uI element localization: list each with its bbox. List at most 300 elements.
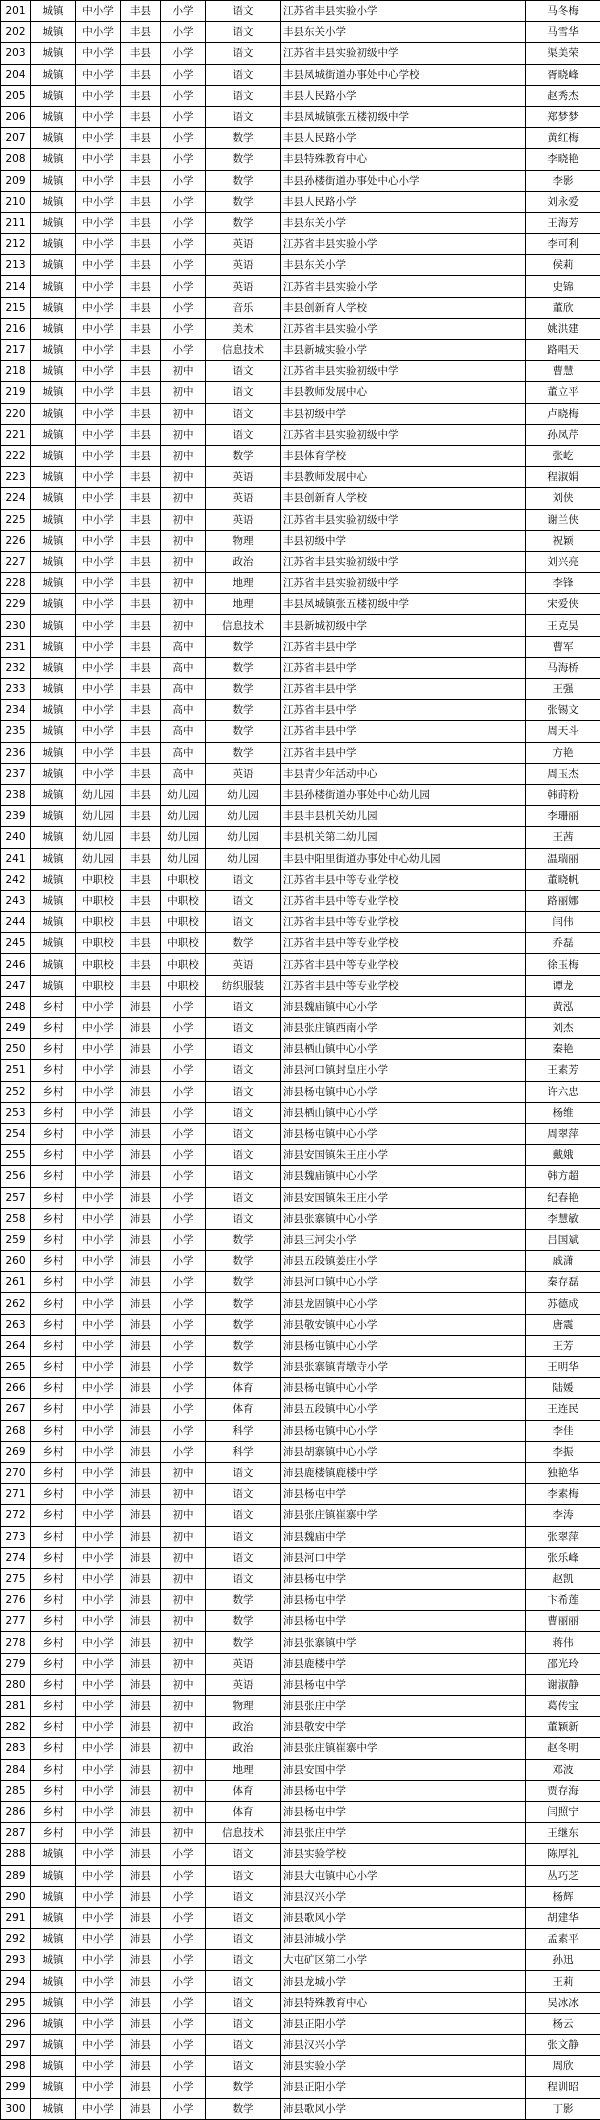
row-number-cell: 282	[1, 1717, 31, 1738]
school-level-category-cell: 中小学	[76, 1123, 121, 1144]
county-cell: 沛县	[121, 2056, 161, 2077]
region-type-cell: 乡村	[31, 1293, 76, 1314]
school-level-category-cell: 中小学	[76, 1632, 121, 1653]
teacher-name-cell: 温瑞丽	[526, 848, 600, 869]
teacher-name-cell: 戚潇	[526, 1251, 600, 1272]
school-name-cell: 江苏省丰县中学	[281, 721, 526, 742]
row-number-cell: 293	[1, 1950, 31, 1971]
teacher-name-cell: 张屹	[526, 445, 600, 466]
school-stage-cell: 初中	[161, 1568, 206, 1589]
county-cell: 丰县	[121, 742, 161, 763]
row-number-cell: 280	[1, 1674, 31, 1695]
school-stage-cell: 初中	[161, 551, 206, 572]
row-number-cell: 275	[1, 1568, 31, 1589]
subject-cell: 数学	[206, 149, 281, 170]
school-name-cell: 沛县张庄中学	[281, 1696, 526, 1717]
row-number-cell: 224	[1, 488, 31, 509]
school-name-cell: 江苏省丰县实验初级中学	[281, 361, 526, 382]
teacher-name-cell: 方艳	[526, 742, 600, 763]
region-type-cell: 城镇	[31, 2098, 76, 2119]
subject-cell: 数学	[206, 721, 281, 742]
county-cell: 丰县	[121, 403, 161, 424]
row-number-cell: 242	[1, 869, 31, 890]
table-row	[1, 1293, 600, 1314]
subject-cell: 语文	[206, 1844, 281, 1865]
school-level-category-cell: 中小学	[76, 1251, 121, 1272]
school-stage-cell: 小学	[161, 170, 206, 191]
school-name-cell: 沛县正阳小学	[281, 2013, 526, 2034]
teacher-name-cell: 谢兰侠	[526, 509, 600, 530]
subject-cell: 英语	[206, 1653, 281, 1674]
subject-cell: 语文	[206, 1865, 281, 1886]
county-cell: 沛县	[121, 1378, 161, 1399]
school-level-category-cell: 中小学	[76, 1780, 121, 1801]
region-type-cell: 乡村	[31, 1420, 76, 1441]
region-type-cell: 乡村	[31, 1547, 76, 1568]
region-type-cell: 乡村	[31, 1759, 76, 1780]
school-level-category-cell: 中小学	[76, 1674, 121, 1695]
teacher-name-cell: 刘永爱	[526, 191, 600, 212]
teacher-name-cell: 李可利	[526, 234, 600, 255]
table-row	[1, 1399, 600, 1420]
county-cell: 丰县	[121, 43, 161, 64]
school-name-cell: 沛县魏庙中学	[281, 1526, 526, 1547]
subject-cell: 语文	[206, 1081, 281, 1102]
region-type-cell: 城镇	[31, 85, 76, 106]
school-name-cell: 沛县三河尖小学	[281, 1229, 526, 1250]
row-number-cell: 225	[1, 509, 31, 530]
table-row	[1, 234, 600, 255]
subject-cell: 数学	[206, 1611, 281, 1632]
region-type-cell: 城镇	[31, 318, 76, 339]
subject-cell: 幼儿园	[206, 806, 281, 827]
subject-cell: 语文	[206, 1992, 281, 2013]
school-level-category-cell: 中小学	[76, 1378, 121, 1399]
teacher-name-cell: 曹慧	[526, 361, 600, 382]
table-row	[1, 1018, 600, 1039]
school-name-cell: 江苏省丰县中等专业学校	[281, 975, 526, 996]
school-level-category-cell: 中小学	[76, 657, 121, 678]
school-name-cell: 沛县杨屯镇中心小学	[281, 1378, 526, 1399]
school-level-category-cell: 中小学	[76, 1018, 121, 1039]
row-number-cell: 202	[1, 22, 31, 43]
table-row	[1, 1992, 600, 2013]
teacher-name-cell: 苏德成	[526, 1293, 600, 1314]
row-number-cell: 243	[1, 890, 31, 911]
row-number-cell: 248	[1, 996, 31, 1017]
row-number-cell: 250	[1, 1039, 31, 1060]
subject-cell: 数学	[206, 1314, 281, 1335]
teacher-name-cell: 路丽娜	[526, 890, 600, 911]
region-type-cell: 城镇	[31, 721, 76, 742]
county-cell: 沛县	[121, 1611, 161, 1632]
table-row	[1, 1886, 600, 1907]
subject-cell: 数学	[206, 657, 281, 678]
county-cell: 沛县	[121, 1420, 161, 1441]
teacher-name-cell: 邵光玲	[526, 1653, 600, 1674]
row-number-cell: 252	[1, 1081, 31, 1102]
county-cell: 丰县	[121, 361, 161, 382]
row-number-cell: 253	[1, 1102, 31, 1123]
school-stage-cell: 初中	[161, 509, 206, 530]
school-name-cell: 丰县人民路小学	[281, 191, 526, 212]
school-stage-cell: 小学	[161, 276, 206, 297]
subject-cell: 科学	[206, 1420, 281, 1441]
school-level-category-cell: 中职校	[76, 890, 121, 911]
teacher-name-cell: 胡建华	[526, 1907, 600, 1928]
teacher-name-cell: 李晓艳	[526, 149, 600, 170]
row-number-cell: 218	[1, 361, 31, 382]
school-name-cell: 丰县青少年活动中心	[281, 763, 526, 784]
school-name-cell: 沛县龙城小学	[281, 1971, 526, 1992]
school-stage-cell: 初中	[161, 445, 206, 466]
region-type-cell: 城镇	[31, 1865, 76, 1886]
school-stage-cell: 小学	[161, 318, 206, 339]
table-row	[1, 1632, 600, 1653]
school-stage-cell: 初中	[161, 615, 206, 636]
county-cell: 沛县	[121, 1801, 161, 1822]
county-cell: 沛县	[121, 1251, 161, 1272]
school-level-category-cell: 中小学	[76, 1420, 121, 1441]
school-level-category-cell: 中职校	[76, 933, 121, 954]
table-row	[1, 763, 600, 784]
county-cell: 丰县	[121, 276, 161, 297]
row-number-cell: 273	[1, 1526, 31, 1547]
teacher-name-cell: 李影	[526, 170, 600, 191]
row-number-cell: 235	[1, 721, 31, 742]
school-name-cell: 丰县凤城街道办事处中心学校	[281, 64, 526, 85]
county-cell: 沛县	[121, 1717, 161, 1738]
table-row	[1, 382, 600, 403]
school-name-cell: 沛县杨屯中学	[281, 1611, 526, 1632]
school-stage-cell: 初中	[161, 1823, 206, 1844]
region-type-cell: 乡村	[31, 1717, 76, 1738]
school-level-category-cell: 中小学	[76, 1568, 121, 1589]
teacher-name-cell: 孟素平	[526, 1929, 600, 1950]
region-type-cell: 城镇	[31, 2077, 76, 2098]
region-type-cell: 城镇	[31, 530, 76, 551]
school-name-cell: 丰县东关小学	[281, 255, 526, 276]
county-cell: 沛县	[121, 1759, 161, 1780]
school-name-cell: 大屯矿区第二小学	[281, 1950, 526, 1971]
subject-cell: 语文	[206, 1187, 281, 1208]
subject-cell: 语文	[206, 869, 281, 890]
teacher-name-cell: 赵秀杰	[526, 85, 600, 106]
school-name-cell: 丰县人民路小学	[281, 128, 526, 149]
school-name-cell: 沛县杨屯镇中心小学	[281, 1081, 526, 1102]
subject-cell: 语文	[206, 382, 281, 403]
school-stage-cell: 中职校	[161, 975, 206, 996]
row-number-cell: 236	[1, 742, 31, 763]
school-level-category-cell: 中小学	[76, 1272, 121, 1293]
school-name-cell: 沛县胡寨镇中心小学	[281, 1441, 526, 1462]
school-level-category-cell: 中小学	[76, 22, 121, 43]
region-type-cell: 乡村	[31, 1801, 76, 1822]
county-cell: 丰县	[121, 318, 161, 339]
school-stage-cell: 小学	[161, 191, 206, 212]
school-stage-cell: 初中	[161, 1717, 206, 1738]
row-number-cell: 269	[1, 1441, 31, 1462]
region-type-cell: 城镇	[31, 848, 76, 869]
subject-cell: 语文	[206, 1462, 281, 1483]
county-cell: 丰县	[121, 806, 161, 827]
subject-cell: 体育	[206, 1399, 281, 1420]
school-level-category-cell: 幼儿园	[76, 806, 121, 827]
school-name-cell: 沛县敬安中学	[281, 1717, 526, 1738]
school-name-cell: 江苏省丰县实验小学	[281, 318, 526, 339]
region-type-cell: 城镇	[31, 1844, 76, 1865]
region-type-cell: 城镇	[31, 954, 76, 975]
subject-cell: 语文	[206, 1123, 281, 1144]
county-cell: 沛县	[121, 1971, 161, 1992]
county-cell: 沛县	[121, 1886, 161, 1907]
teacher-name-cell: 侯莉	[526, 255, 600, 276]
county-cell: 丰县	[121, 191, 161, 212]
school-name-cell: 江苏省丰县实验初级中学	[281, 509, 526, 530]
teacher-name-cell: 马海桥	[526, 657, 600, 678]
county-cell: 丰县	[121, 445, 161, 466]
school-stage-cell: 小学	[161, 1907, 206, 1928]
region-type-cell: 城镇	[31, 594, 76, 615]
school-level-category-cell: 中小学	[76, 742, 121, 763]
school-name-cell: 丰县教师发展中心	[281, 467, 526, 488]
table-row	[1, 361, 600, 382]
row-number-cell: 213	[1, 255, 31, 276]
school-level-category-cell: 中小学	[76, 212, 121, 233]
table-row	[1, 2077, 600, 2098]
school-stage-cell: 初中	[161, 1653, 206, 1674]
table-row	[1, 297, 600, 318]
region-type-cell: 城镇	[31, 1929, 76, 1950]
table-row	[1, 784, 600, 805]
school-level-category-cell: 中小学	[76, 1992, 121, 2013]
table-row	[1, 1611, 600, 1632]
region-type-cell: 城镇	[31, 636, 76, 657]
table-row	[1, 1717, 600, 1738]
subject-cell: 数学	[206, 170, 281, 191]
school-stage-cell: 初中	[161, 488, 206, 509]
school-level-category-cell: 中小学	[76, 1441, 121, 1462]
school-name-cell: 沛县实验小学	[281, 2056, 526, 2077]
school-level-category-cell: 中小学	[76, 382, 121, 403]
region-type-cell: 乡村	[31, 1060, 76, 1081]
subject-cell: 信息技术	[206, 340, 281, 361]
region-type-cell: 乡村	[31, 1696, 76, 1717]
row-number-cell: 232	[1, 657, 31, 678]
county-cell: 沛县	[121, 1123, 161, 1144]
region-type-cell: 城镇	[31, 212, 76, 233]
school-level-category-cell: 中小学	[76, 276, 121, 297]
subject-cell: 英语	[206, 234, 281, 255]
table-row	[1, 1060, 600, 1081]
region-type-cell: 城镇	[31, 1, 76, 22]
row-number-cell: 256	[1, 1166, 31, 1187]
subject-cell: 幼儿园	[206, 784, 281, 805]
region-type-cell: 城镇	[31, 763, 76, 784]
school-stage-cell: 小学	[161, 1378, 206, 1399]
region-type-cell: 乡村	[31, 1335, 76, 1356]
region-type-cell: 乡村	[31, 1738, 76, 1759]
region-type-cell: 乡村	[31, 1314, 76, 1335]
school-name-cell: 丰县机关第二幼儿园	[281, 827, 526, 848]
subject-cell: 英语	[206, 763, 281, 784]
table-row	[1, 1674, 600, 1695]
subject-cell: 数学	[206, 933, 281, 954]
subject-cell: 政治	[206, 1738, 281, 1759]
table-row	[1, 1971, 600, 1992]
county-cell: 丰县	[121, 64, 161, 85]
row-number-cell: 207	[1, 128, 31, 149]
row-number-cell: 281	[1, 1696, 31, 1717]
school-name-cell: 沛县栖山镇中心小学	[281, 1039, 526, 1060]
teacher-name-cell: 程训昭	[526, 2077, 600, 2098]
subject-cell: 英语	[206, 467, 281, 488]
table-row	[1, 1929, 600, 1950]
school-level-category-cell: 中小学	[76, 361, 121, 382]
teacher-name-cell: 赵凯	[526, 1568, 600, 1589]
teacher-name-cell: 王海芳	[526, 212, 600, 233]
table-row	[1, 1081, 600, 1102]
school-level-category-cell: 中小学	[76, 1145, 121, 1166]
subject-cell: 语文	[206, 43, 281, 64]
subject-cell: 语文	[206, 1886, 281, 1907]
teacher-name-cell: 李锋	[526, 573, 600, 594]
school-stage-cell: 小学	[161, 2013, 206, 2034]
teacher-name-cell: 吴冰冰	[526, 1992, 600, 2013]
teacher-name-cell: 谭龙	[526, 975, 600, 996]
school-stage-cell: 小学	[161, 1251, 206, 1272]
school-level-category-cell: 中小学	[76, 255, 121, 276]
teacher-name-cell: 王连民	[526, 1399, 600, 1420]
county-cell: 沛县	[121, 1039, 161, 1060]
school-name-cell: 沛县敬安镇中心小学	[281, 1314, 526, 1335]
teacher-name-cell: 贾存海	[526, 1780, 600, 1801]
teacher-name-cell: 李素梅	[526, 1484, 600, 1505]
table-row	[1, 1039, 600, 1060]
region-type-cell: 城镇	[31, 191, 76, 212]
school-stage-cell: 小学	[161, 340, 206, 361]
school-stage-cell: 小学	[161, 1314, 206, 1335]
school-level-category-cell: 中小学	[76, 1314, 121, 1335]
region-type-cell: 城镇	[31, 22, 76, 43]
school-stage-cell: 小学	[161, 22, 206, 43]
teacher-name-cell: 祝颖	[526, 530, 600, 551]
row-number-cell: 208	[1, 149, 31, 170]
school-level-category-cell: 中小学	[76, 2098, 121, 2119]
row-number-cell: 279	[1, 1653, 31, 1674]
school-level-category-cell: 中小学	[76, 85, 121, 106]
school-stage-cell: 初中	[161, 1801, 206, 1822]
school-level-category-cell: 中小学	[76, 1102, 121, 1123]
school-name-cell: 沛县河口镇中心小学	[281, 1272, 526, 1293]
county-cell: 沛县	[121, 2035, 161, 2056]
row-number-cell: 284	[1, 1759, 31, 1780]
school-stage-cell: 小学	[161, 1865, 206, 1886]
school-level-category-cell: 中小学	[76, 509, 121, 530]
school-level-category-cell: 中小学	[76, 424, 121, 445]
table-row	[1, 573, 600, 594]
county-cell: 沛县	[121, 1844, 161, 1865]
school-level-category-cell: 中小学	[76, 64, 121, 85]
school-level-category-cell: 中小学	[76, 1081, 121, 1102]
table-row	[1, 1590, 600, 1611]
county-cell: 沛县	[121, 1780, 161, 1801]
school-level-category-cell: 中小学	[76, 1166, 121, 1187]
school-stage-cell: 小学	[161, 1081, 206, 1102]
school-level-category-cell: 中小学	[76, 1229, 121, 1250]
subject-cell: 语文	[206, 22, 281, 43]
subject-cell: 语文	[206, 1484, 281, 1505]
school-stage-cell: 中职校	[161, 890, 206, 911]
region-type-cell: 乡村	[31, 1505, 76, 1526]
school-level-category-cell: 中小学	[76, 1929, 121, 1950]
school-level-category-cell: 中小学	[76, 318, 121, 339]
county-cell: 丰县	[121, 827, 161, 848]
school-name-cell: 沛县河口镇封皇庄小学	[281, 1060, 526, 1081]
subject-cell: 英语	[206, 954, 281, 975]
subject-cell: 数学	[206, 128, 281, 149]
table-row	[1, 615, 600, 636]
school-level-category-cell: 中小学	[76, 1462, 121, 1483]
school-level-category-cell: 中小学	[76, 1717, 121, 1738]
school-stage-cell: 初中	[161, 573, 206, 594]
subject-cell: 语文	[206, 2035, 281, 2056]
row-number-cell: 222	[1, 445, 31, 466]
row-number-cell: 288	[1, 1844, 31, 1865]
county-cell: 丰县	[121, 763, 161, 784]
subject-cell: 数学	[206, 700, 281, 721]
school-name-cell: 沛县杨屯中学	[281, 1484, 526, 1505]
county-cell: 沛县	[121, 1166, 161, 1187]
subject-cell: 数学	[206, 1272, 281, 1293]
row-number-cell: 258	[1, 1208, 31, 1229]
region-type-cell: 城镇	[31, 276, 76, 297]
table-row	[1, 1420, 600, 1441]
table-row	[1, 975, 600, 996]
school-level-category-cell: 中小学	[76, 445, 121, 466]
table-row	[1, 1145, 600, 1166]
school-name-cell: 沛县五段镇姜庄小学	[281, 1251, 526, 1272]
school-name-cell: 江苏省丰县中等专业学校	[281, 933, 526, 954]
region-type-cell: 城镇	[31, 361, 76, 382]
county-cell: 丰县	[121, 424, 161, 445]
school-level-category-cell: 中小学	[76, 2013, 121, 2034]
school-name-cell: 沛县魏庙镇中心小学	[281, 996, 526, 1017]
subject-cell: 语文	[206, 1907, 281, 1928]
school-level-category-cell: 中小学	[76, 1039, 121, 1060]
school-level-category-cell: 中小学	[76, 191, 121, 212]
county-cell: 丰县	[121, 784, 161, 805]
school-level-category-cell: 中小学	[76, 106, 121, 127]
county-cell: 沛县	[121, 1229, 161, 1250]
county-cell: 丰县	[121, 212, 161, 233]
school-name-cell: 丰县新城初级中学	[281, 615, 526, 636]
school-stage-cell: 幼儿园	[161, 848, 206, 869]
school-stage-cell: 初中	[161, 467, 206, 488]
teacher-name-cell: 陈厚礼	[526, 1844, 600, 1865]
region-type-cell: 城镇	[31, 509, 76, 530]
county-cell: 丰县	[121, 700, 161, 721]
county-cell: 沛县	[121, 1293, 161, 1314]
row-number-cell: 300	[1, 2098, 31, 2119]
school-name-cell: 丰县孙楼街道办事处中心小学	[281, 170, 526, 191]
table-row	[1, 1823, 600, 1844]
row-number-cell: 205	[1, 85, 31, 106]
school-level-category-cell: 中小学	[76, 1060, 121, 1081]
school-name-cell: 江苏省丰县中学	[281, 679, 526, 700]
county-cell: 丰县	[121, 85, 161, 106]
teacher-name-cell: 丁影	[526, 2098, 600, 2119]
